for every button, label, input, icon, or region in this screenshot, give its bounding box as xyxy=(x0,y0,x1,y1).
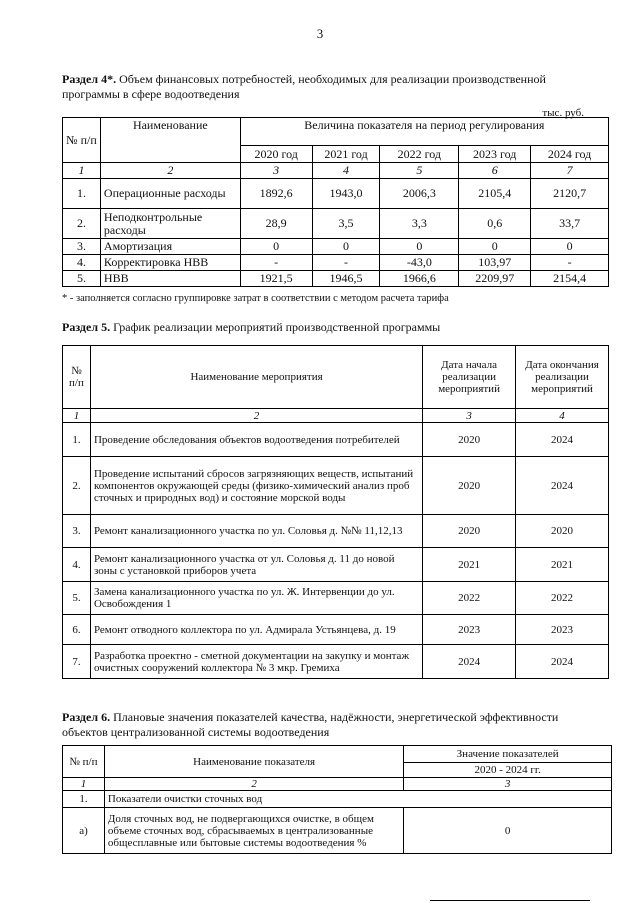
col-index: 1 xyxy=(63,409,91,423)
row-value: - xyxy=(240,255,312,271)
row-end: 2024 xyxy=(516,457,609,515)
col-index: 1 xyxy=(63,778,105,791)
row-end: 2024 xyxy=(516,645,609,679)
col-index: 2 xyxy=(90,409,422,423)
row-value: 1892,6 xyxy=(240,179,312,209)
row-num: 5. xyxy=(63,582,91,615)
row-value: 0 xyxy=(459,239,531,255)
row-name: Ремонт отводного коллектора по ул. Адмирала Устьянцева, д. 19 xyxy=(90,615,422,645)
row-value: 0 xyxy=(531,239,609,255)
section5-title-bold: Раздел 5. xyxy=(62,320,111,334)
row-num: 3. xyxy=(63,515,91,548)
col-index: 3 xyxy=(404,778,612,791)
section4-title-text: Объем финансовых потребностей, необходимых для реализации производственной программы в сфере водоотведения xyxy=(62,72,546,101)
section6-title-bold: Раздел 6. xyxy=(62,710,111,724)
row-num: 7. xyxy=(63,645,91,679)
row-num: 4. xyxy=(63,255,101,271)
table-row xyxy=(63,808,612,854)
row-num: 1. xyxy=(63,423,91,457)
section6-title xyxy=(62,710,582,740)
row-num: 6. xyxy=(63,615,91,645)
row-num: 4. xyxy=(63,548,91,582)
header-name: Наименование xyxy=(100,118,240,163)
group-num: 1. xyxy=(63,791,105,808)
row-name: Замена канализационного участка по ул. Ж. Интервенции до ул. Освобождения 1 xyxy=(90,582,422,615)
row-value: - xyxy=(312,255,380,271)
row-start: 2020 xyxy=(423,423,516,457)
row-start: 2020 xyxy=(423,457,516,515)
table-row xyxy=(63,548,609,582)
row-start: 2021 xyxy=(423,548,516,582)
col-index: 7 xyxy=(531,163,609,179)
section4-title xyxy=(62,72,582,102)
table-row xyxy=(63,271,609,287)
row-num: а) xyxy=(63,808,105,854)
table-row xyxy=(63,209,609,239)
row-name: Проведение обследования объектов водоотведения потребителей xyxy=(90,423,422,457)
row-end: 2022 xyxy=(516,582,609,615)
row-value: 2154,4 xyxy=(531,271,609,287)
footnote: * - заполняется согласно группировке затрат в соответствии с методом расчета тарифа xyxy=(62,293,449,304)
row-end: 2023 xyxy=(516,615,609,645)
page-number: 3 xyxy=(316,26,324,41)
row-start: 2024 xyxy=(423,645,516,679)
header-name: Наименование мероприятия xyxy=(90,346,422,409)
row-start: 2020 xyxy=(423,515,516,548)
header-value: Величина показателя на период регулирования xyxy=(240,118,608,146)
row-name: НВВ xyxy=(100,271,240,287)
col-index: 4 xyxy=(312,163,380,179)
row-name: Корректировка НВВ xyxy=(100,255,240,271)
section4-title-bold: Раздел 4*. xyxy=(62,72,117,86)
row-value: -43,0 xyxy=(380,255,459,271)
header-end: Дата окончания реализации мероприятий xyxy=(516,346,609,409)
header-num: № п/п xyxy=(63,118,101,163)
col-index: 1 xyxy=(63,163,101,179)
row-value: 2209,97 xyxy=(459,271,531,287)
header-num: № п/п xyxy=(63,346,91,409)
row-value: 1943,0 xyxy=(312,179,380,209)
table-row xyxy=(63,179,609,209)
header-year: 2020 год xyxy=(240,146,312,163)
financial-needs-table xyxy=(62,117,609,287)
row-value: 1946,5 xyxy=(312,271,380,287)
col-index: 2 xyxy=(100,163,240,179)
row-name: Разработка проектно - сметной документации на закупку и монтаж очистных сооружений коллектора № 3 мкр. Гремиха xyxy=(90,645,422,679)
row-value: 2006,3 xyxy=(380,179,459,209)
row-value: 0 xyxy=(240,239,312,255)
table-row xyxy=(63,255,609,271)
row-value: 0,6 xyxy=(459,209,531,239)
table-row xyxy=(63,582,609,615)
table-row xyxy=(63,515,609,548)
section5-title xyxy=(62,320,582,335)
row-value: 0 xyxy=(404,808,612,854)
row-name: Ремонт канализационного участка от ул. Соловья д. 11 до новой зоны с установкой приборов учета xyxy=(90,548,422,582)
row-name: Ремонт канализационного участка по ул. Соловья д. №№ 11,12,13 xyxy=(90,515,422,548)
row-name: Амортизация xyxy=(100,239,240,255)
unit-label: тыс. руб. xyxy=(542,107,584,119)
row-num: 2. xyxy=(63,209,101,239)
header-num: № п/п xyxy=(63,746,105,778)
col-index: 2 xyxy=(104,778,403,791)
row-end: 2020 xyxy=(516,515,609,548)
col-index: 3 xyxy=(240,163,312,179)
section5-title-text: График реализации мероприятий производственной программы xyxy=(110,320,441,334)
col-index: 3 xyxy=(423,409,516,423)
col-index: 4 xyxy=(516,409,609,423)
row-value: 3,3 xyxy=(380,209,459,239)
row-value: 3,5 xyxy=(312,209,380,239)
row-num: 1. xyxy=(63,179,101,209)
row-num: 2. xyxy=(63,457,91,515)
table-row xyxy=(63,239,609,255)
indicators-table xyxy=(62,745,612,854)
row-name: Проведение испытаний сбросов загрязняющих веществ, испытаний компонентов окружающей среды (физико-химический анализ проб сточных и природных вод) и состояние морской воды xyxy=(90,457,422,515)
row-num: 5. xyxy=(63,271,101,287)
row-value: 0 xyxy=(380,239,459,255)
row-start: 2023 xyxy=(423,615,516,645)
row-value: 1966,6 xyxy=(380,271,459,287)
bottom-divider xyxy=(430,900,590,901)
table-row xyxy=(63,791,612,808)
row-name: Доля сточных вод, не подвергающихся очистке, в общем объеме сточных вод, сбрасываемых в централизованные общесплавные или бытовые системы водоотведения % xyxy=(104,808,403,854)
row-name: Неподконтрольные расходы xyxy=(100,209,240,239)
table-row xyxy=(63,645,609,679)
row-num: 3. xyxy=(63,239,101,255)
row-value: 28,9 xyxy=(240,209,312,239)
row-value: 2105,4 xyxy=(459,179,531,209)
row-value: - xyxy=(531,255,609,271)
header-name: Наименование показателя xyxy=(104,746,403,778)
table-row xyxy=(63,457,609,515)
header-period: 2020 - 2024 гг. xyxy=(404,763,612,778)
schedule-table xyxy=(62,345,609,679)
table-row xyxy=(63,615,609,645)
row-end: 2021 xyxy=(516,548,609,582)
row-value: 103,97 xyxy=(459,255,531,271)
table-row xyxy=(63,423,609,457)
row-value: 33,7 xyxy=(531,209,609,239)
header-value: Значение показателей xyxy=(404,746,612,763)
header-start: Дата начала реализации мероприятий xyxy=(423,346,516,409)
row-value: 1921,5 xyxy=(240,271,312,287)
col-index: 6 xyxy=(459,163,531,179)
row-value: 0 xyxy=(312,239,380,255)
row-end: 2024 xyxy=(516,423,609,457)
header-year: 2024 год xyxy=(531,146,609,163)
row-name: Операционные расходы xyxy=(100,179,240,209)
group-name: Показатели очистки сточных вод xyxy=(104,791,611,808)
row-value: 2120,7 xyxy=(531,179,609,209)
header-year: 2021 год xyxy=(312,146,380,163)
header-year: 2022 год xyxy=(380,146,459,163)
row-start: 2022 xyxy=(423,582,516,615)
section6-title-text: Плановые значения показателей качества, надёжности, энергетической эффективности объектов централизованной системы водоотведения xyxy=(62,710,559,739)
col-index: 5 xyxy=(380,163,459,179)
header-year: 2023 год xyxy=(459,146,531,163)
